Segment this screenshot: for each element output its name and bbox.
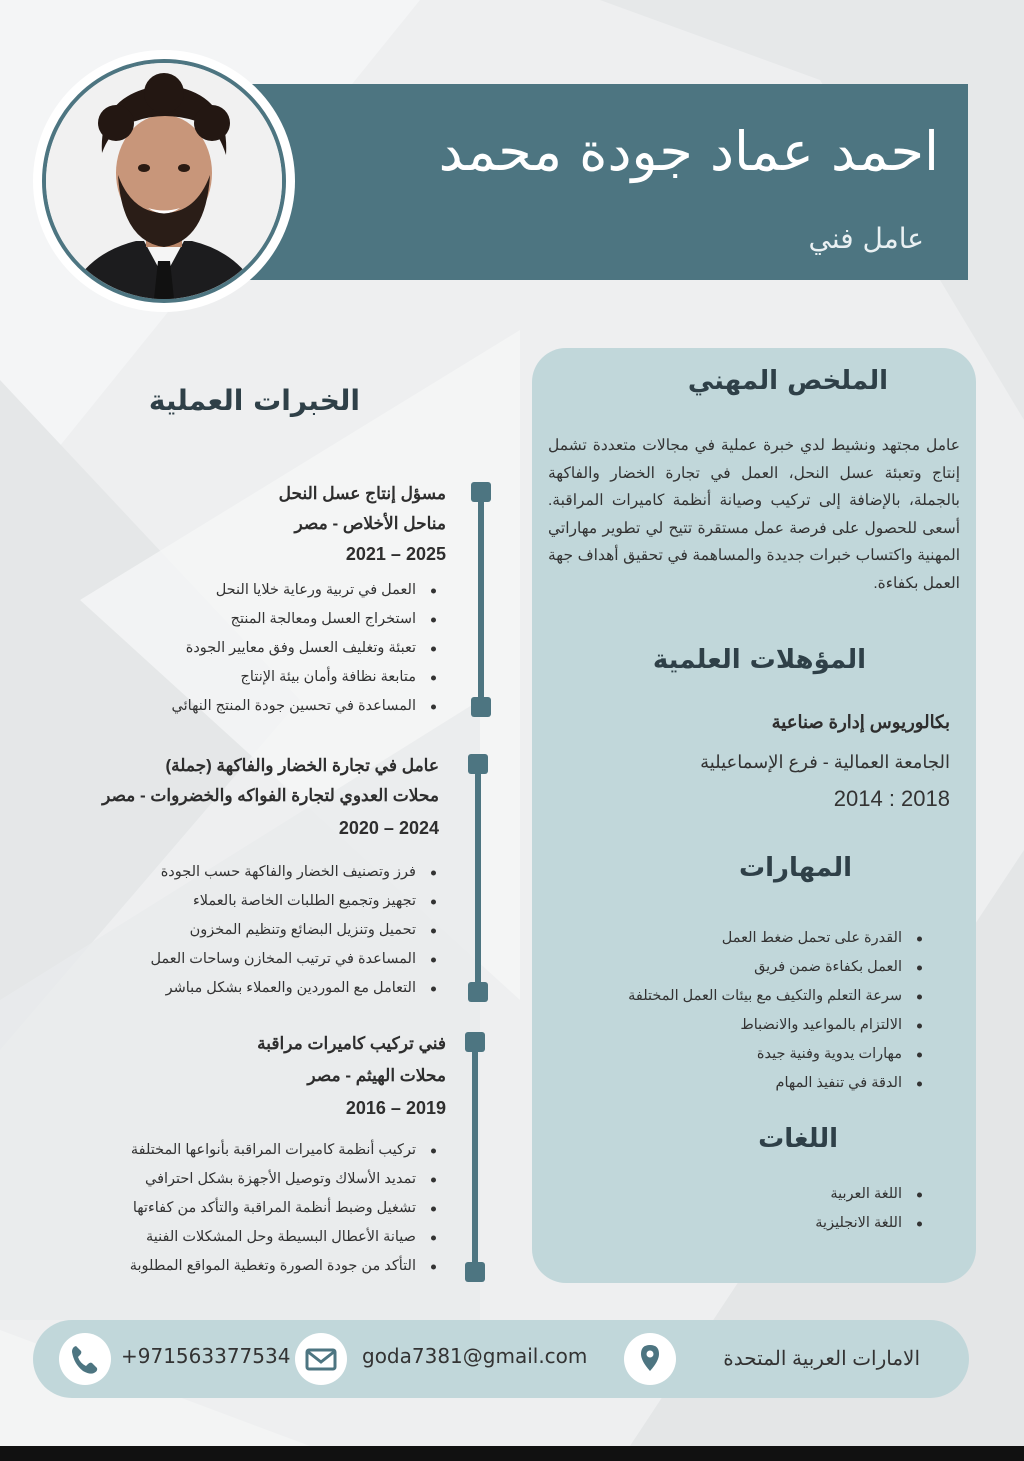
summary-heading: الملخص المهني [687,366,888,396]
job-company-2: محلات العدوي لتجارة الفواكه والخضروات - مصر [102,786,439,805]
job-company-1: مناحل الأخلاص - مصر [294,514,446,533]
duty-item: تجهيز وتجميع الطلبات الخاصة بالعملاء [150,887,416,916]
duty-item: التأكد من جودة الصورة وتغطية المواقع المطلوبة [130,1252,416,1281]
duty-item: تشغيل وضبط أنظمة المراقبة والتأكد من كفاءتها [130,1194,416,1223]
duty-item: التعامل مع الموردين والعملاء بشكل مباشر [150,974,416,1003]
profile-photo [33,50,295,312]
skills-list [628,924,902,1098]
experience-heading: الخبرات العملية [148,384,360,417]
education-university: الجامعة العمالية - فرع الإسماعيلية [700,752,950,772]
education-heading: المؤهلات العلمية [652,645,866,675]
duty-item: تركيب أنظمة كاميرات المراقبة بأنواعها المختلفة [130,1136,416,1165]
timeline-marker [468,754,488,774]
job-title-1: مسؤل إنتاج عسل النحل [278,484,446,503]
location-pin-icon [624,1333,676,1385]
location: الامارات العربية المتحدة [723,1348,920,1370]
phone-icon [59,1333,111,1385]
job-duties-1 [172,576,416,721]
candidate-name: احمد عماد جودة محمد [438,120,939,183]
job-title-3: فني تركيب كاميرات مراقبة [257,1034,446,1053]
duty-item: المساعدة في ترتيب المخازن وساحات العمل [150,945,416,974]
timeline-marker [468,982,488,1002]
email-address[interactable]: goda7381@gmail.com [362,1344,588,1368]
duty-item: تمديد الأسلاك وتوصيل الأجهزة بشكل احترافي [130,1165,416,1194]
duty-item: العمل في تربية ورعاية خلايا النحل [172,576,416,605]
duty-item: فرز وتصنيف الخضار والفاكهة حسب الجودة [150,858,416,887]
language-item: اللغة الانجليزية [815,1209,902,1238]
job-title: عامل فني [808,222,924,255]
timeline-line [475,762,481,992]
education-years: 2014 : 2018 [833,786,950,811]
duty-item: متابعة نظافة وأمان بيئة الإنتاج [172,663,416,692]
education-degree: بكالوريوس إدارة صناعية [771,712,950,732]
job-period-3: 2016 – 2019 [345,1098,446,1118]
skill-item: سرعة التعلم والتكيف مع بيئات العمل المختلفة [628,982,902,1011]
skills-heading: المهارات [738,853,852,883]
job-period-1: 2021 – 2025 [345,544,446,564]
language-item: اللغة العربية [815,1180,902,1209]
timeline-marker [465,1032,485,1052]
timeline-marker [465,1262,485,1282]
duty-item: تحميل وتنزيل البضائع وتنظيم المخزون [150,916,416,945]
phone-number[interactable]: +971563377534 [121,1344,291,1368]
envelope-icon [295,1333,347,1385]
languages-heading: اللغات [758,1124,838,1154]
job-title-2: عامل في تجارة الخضار والفاكهة (جملة) [165,756,439,775]
timeline-line [472,1040,478,1272]
bottom-bar [0,1446,1024,1461]
profile-photo-icon [46,63,282,299]
job-period-2: 2020 – 2024 [338,818,439,838]
timeline-line [478,490,484,712]
duty-item: المساعدة في تحسين جودة المنتج النهائي [172,692,416,721]
timeline-marker [471,482,491,502]
skill-item: الالتزام بالمواعيد والانضباط [628,1011,902,1040]
skill-item: القدرة على تحمل ضغط العمل [628,924,902,953]
job-duties-3 [130,1136,416,1281]
job-company-3: محلات الهيثم - مصر [307,1066,446,1085]
duty-item: صيانة الأعطال البسيطة وحل المشكلات الفنية [130,1223,416,1252]
duty-item: تعبئة وتغليف العسل وفق معايير الجودة [172,634,416,663]
skill-item: مهارات يدوية وفنية جيدة [628,1040,902,1069]
duty-item: استخراج العسل ومعالجة المنتج [172,605,416,634]
skill-item: الدقة في تنفيذ المهام [628,1069,902,1098]
timeline-marker [471,697,491,717]
skill-item: العمل بكفاءة ضمن فريق [628,953,902,982]
languages-list [815,1180,902,1238]
job-duties-2 [150,858,416,1003]
summary-text: عامل مجتهد ونشيط لدي خبرة عملية في مجالات متعددة تشمل إنتاج وتعبئة عسل النحل، العمل في تجارة الخضار والفاكهة بالجملة، بالإضافة إلى تركيب وصيانة أنظمة كاميرات المراقبة. أسعى للحصول على فرصة عمل مستقرة تتيح لي تطوير مهاراتي المهنية واكتساب خبرات جديدة والمساهمة في تحقيق أهداف جهة العمل بكفاءة. [548,437,960,592]
